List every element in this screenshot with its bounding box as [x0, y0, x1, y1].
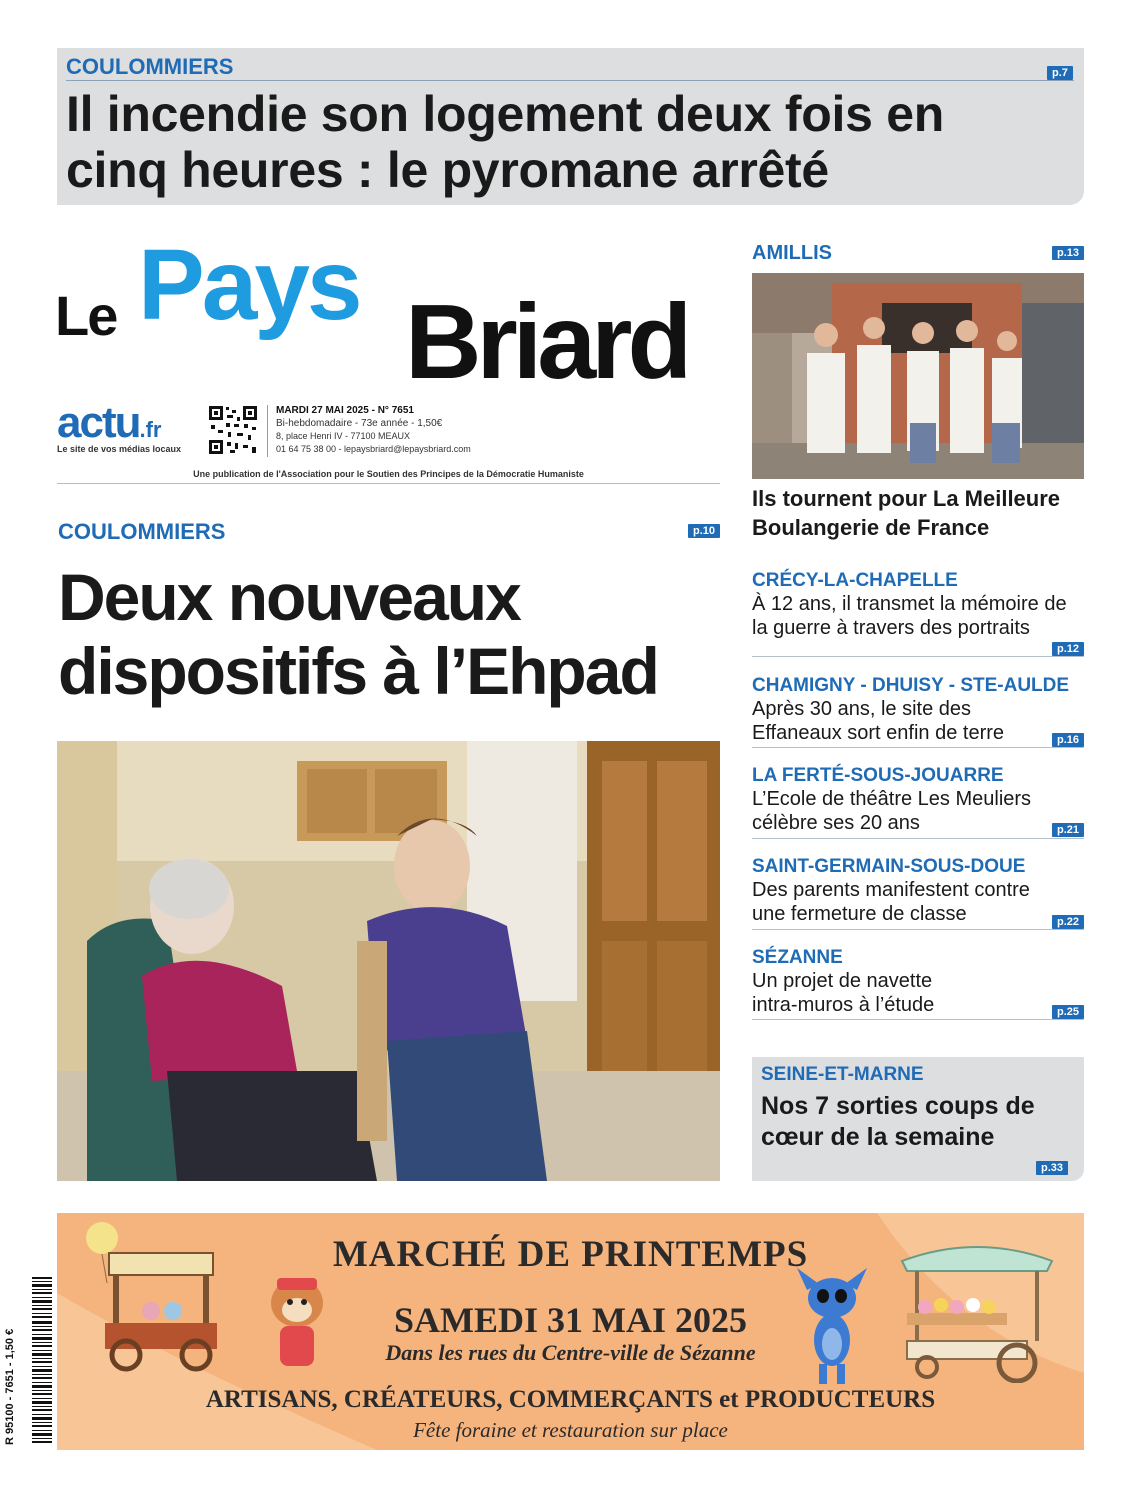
brief-item[interactable]: [752, 856, 1084, 926]
feature-title[interactable]: Ils tournent pour La Meilleure Boulangerie de France: [752, 486, 1061, 540]
top-story-headline: Il incendie son logement deux fois en cinq heures : le pyromane arrêté: [66, 86, 944, 198]
actu-logo[interactable]: [57, 398, 161, 448]
masthead-info: [276, 404, 471, 456]
brief-title: Après 30 ans, le site des Effaneaux sort enfin de terre: [752, 698, 1005, 744]
brief-rule: [752, 656, 1084, 657]
brief-rule: [752, 838, 1084, 839]
brief-page-badge: p.22: [1052, 915, 1084, 929]
main-story-section: COULOMMIERS: [58, 519, 226, 544]
brief-section: LA FERTÉ-SOUS-JOUARRE: [752, 765, 1004, 786]
brief-item[interactable]: [752, 765, 1084, 835]
main-story-photo[interactable]: [57, 741, 720, 1181]
top-story-banner[interactable]: [57, 48, 1084, 205]
sorties-section: SEINE-ET-MARNE: [761, 1064, 924, 1085]
top-story-rule: [66, 80, 1074, 81]
sorties-box[interactable]: [752, 1057, 1084, 1181]
brief-title: Un projet de navette intra-muros à l’étude: [752, 970, 935, 1016]
brief-section: SÉZANNE: [752, 947, 843, 968]
brief-rule: [752, 1019, 1084, 1020]
sorties-page-badge: p.33: [1036, 1161, 1068, 1175]
brief-section: CHAMIGNY - DHUISY - STE-AULDE: [752, 675, 1070, 696]
publisher-line: Une publication de l'Association pour le Soutien des Principes de la Démocratie Humaniste: [193, 469, 584, 479]
actu-tagline: Le site de vos médias locaux: [57, 444, 182, 454]
masthead-le: Le: [55, 284, 117, 347]
feature-section: AMILLIS: [752, 242, 832, 264]
brief-section: SAINT-GERMAIN-SOUS-DOUE: [752, 856, 1026, 877]
issue-date: MARDI 27 MAI 2025 - N° 7651: [276, 405, 414, 416]
brief-rule: [752, 929, 1084, 930]
publisher-contact: 01 64 75 38 00 - lepaysbriard@lepaysbriard.com: [276, 444, 471, 454]
ad-extras: Fête foraine et restauration sur place: [413, 1418, 728, 1442]
feature-photo[interactable]: [752, 273, 1084, 479]
brief-rule: [752, 747, 1084, 748]
brief-title: À 12 ans, il transmet la mémoire de la guerre à travers des portraits: [752, 593, 1067, 639]
brief-page-badge: p.25: [1052, 1005, 1084, 1019]
main-story-page-badge: p.10: [688, 524, 720, 538]
brief-item[interactable]: [752, 947, 1084, 1017]
advertisement-banner[interactable]: [57, 1213, 1084, 1450]
brief-page-badge: p.16: [1052, 733, 1084, 747]
masthead-briard: Briard: [405, 283, 688, 401]
publisher-address: 8, place Henri IV - 77100 MEAUX: [276, 431, 411, 441]
ad-audience: ARTISANS, CRÉATEURS, COMMERÇANTS et PRODUCTEURS: [205, 1386, 936, 1413]
brief-page-badge: p.21: [1052, 823, 1084, 837]
brief-section: CRÉCY-LA-CHAPELLE: [752, 570, 958, 591]
ad-date: SAMEDI 31 MAI 2025: [393, 1300, 747, 1340]
issue-periodicity: Bi-hebdomadaire - 73e année - 1,50€: [276, 418, 443, 429]
qr-code-icon[interactable]: [208, 405, 258, 455]
actu-logo-text: actu: [57, 398, 140, 447]
ad-location: Dans les rues du Centre-ville de Sézanne: [385, 1340, 756, 1365]
masthead-divider: [267, 405, 268, 457]
brief-page-badge: p.12: [1052, 642, 1084, 656]
top-story-section: COULOMMIERS: [66, 54, 234, 79]
feature-page-badge: p.13: [1052, 246, 1084, 260]
masthead-pays: Pays: [138, 229, 360, 341]
brief-title: L’Ecole de théâtre Les Meuliers célèbre ses 20 ans: [752, 788, 1032, 834]
main-story-headline[interactable]: Deux nouveaux dispositifs à l’Ehpad: [58, 560, 658, 708]
top-story-page-badge: p.7: [1047, 66, 1073, 80]
ad-title: MARCHÉ DE PRINTEMPS: [332, 1234, 809, 1275]
barcode-label: R 95100 - 7651 - 1,50 €: [4, 1328, 16, 1445]
brief-title: Des parents manifestent contre une fermeture de classe: [752, 879, 1030, 925]
sorties-title: Nos 7 sorties coups de cœur de la semaine: [761, 1092, 1035, 1151]
brief-item[interactable]: [752, 675, 1084, 745]
brief-item[interactable]: [752, 570, 1084, 640]
actu-logo-tld: .fr: [139, 417, 162, 442]
masthead-rule: [57, 483, 720, 484]
